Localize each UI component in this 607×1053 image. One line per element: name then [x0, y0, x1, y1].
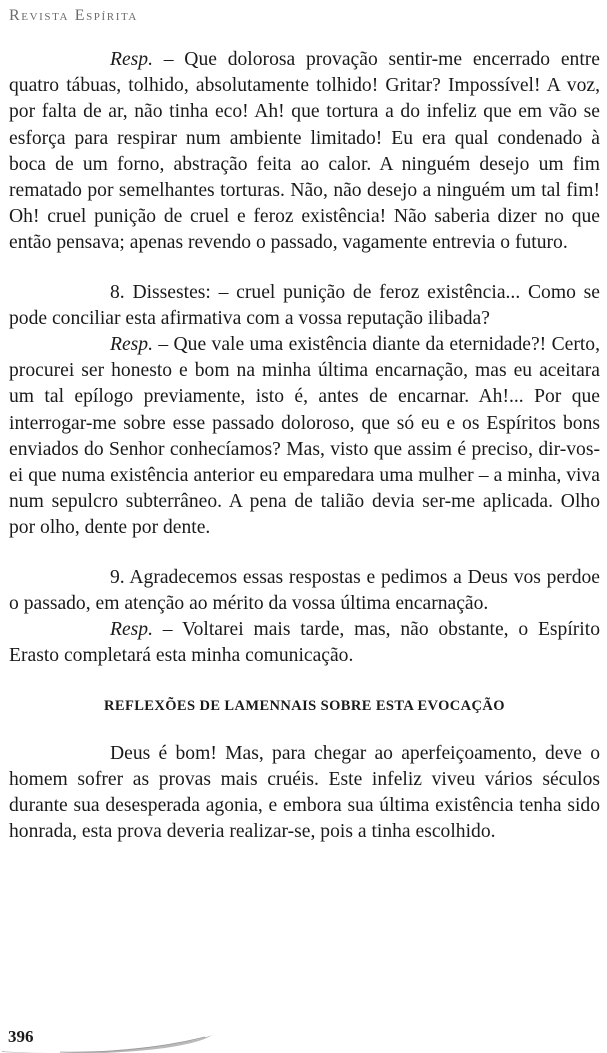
paragraph-text: Deus é bom! Mas, para chegar ao aperfeiçoamento, deve o homem sofrer as provas mais cruéis. Este infeliz viveu vários séculos durante sua desesperada agonia, e embora sua última existência tenha sido honrada, esta prova deveria realizar-se, pois a tinha escolhido. [9, 742, 600, 843]
answer-paragraph-9 [9, 617, 600, 669]
paragraph-text: 9. Agradecemos essas respostas e pedimos a Deus vos perdoe o passado, em atenção ao mérito da vossa última encarnação. [9, 566, 600, 614]
paragraph-text: 8. Dissestes: – cruel punição de feroz existência... Como se pode conciliar esta afirmativa com a vossa reputação ilibada? [9, 281, 600, 329]
answer-paragraph-8 [9, 332, 600, 542]
page-body [9, 47, 600, 845]
resp-label: Resp. [110, 334, 153, 356]
paragraph-text: – Que dolorosa provação sentir-me encerrado entre quatro tábuas, tolhido, absolutamente tolhido! Gritar? Impossível! A voz, por falta de ar, não tinha eco! Ah! que tortura a do infeliz que em vão se esforça para respirar num ambiente limitado! Eu era qual condenado à boca de um forno, abstração feita ao calor. A ninguém desejo um fim rematado por semelhantes torturas. Não, não desejo a ninguém um tal fim! Oh! cruel punição de cruel e feroz existência! Não saberia dizer no que então pensava; apenas revendo o passado, vagamente entrevia o futuro. [9, 49, 600, 254]
swoosh-ornament-icon [0, 1022, 230, 1053]
question-paragraph-8 [9, 280, 600, 332]
reflection-paragraph [9, 741, 600, 846]
answer-paragraph-1 [9, 47, 600, 257]
paragraph-text: – Que vale uma existência diante da eternidade?! Certo, procurei ser honesto e bom na minha última encarnação, mas eu aceitara um tal epílogo previamente, isto é, antes de encarnar. Ah!... Por que interrogar-me sobre esse passado doloroso, que só eu e os Espíritos bons enviados do Senhor conhecíamos? Mas, visto que assim é preciso, dir-vos-ei que numa existência anterior eu emparedara uma mulher – a minha, viva num sepulcro subterrâneo. A pena de talião devia ser-me aplicada. Olho por olho, dente por dente. [9, 334, 600, 539]
resp-label: Resp. [110, 49, 153, 70]
paragraph-text: – Voltarei mais tarde, mas, não obstante, o Espírito Erasto completará esta minha comunicação. [9, 619, 600, 667]
section-title: REFLEXÕES DE LAMENNAIS SOBRE ESTA EVOCAÇÃO [104, 698, 505, 715]
question-paragraph-9 [9, 565, 600, 617]
page-footer [0, 1022, 607, 1053]
page-number: 396 [8, 1027, 34, 1046]
running-head: Revista Espírita [9, 7, 138, 24]
resp-label: Resp. [110, 619, 153, 641]
